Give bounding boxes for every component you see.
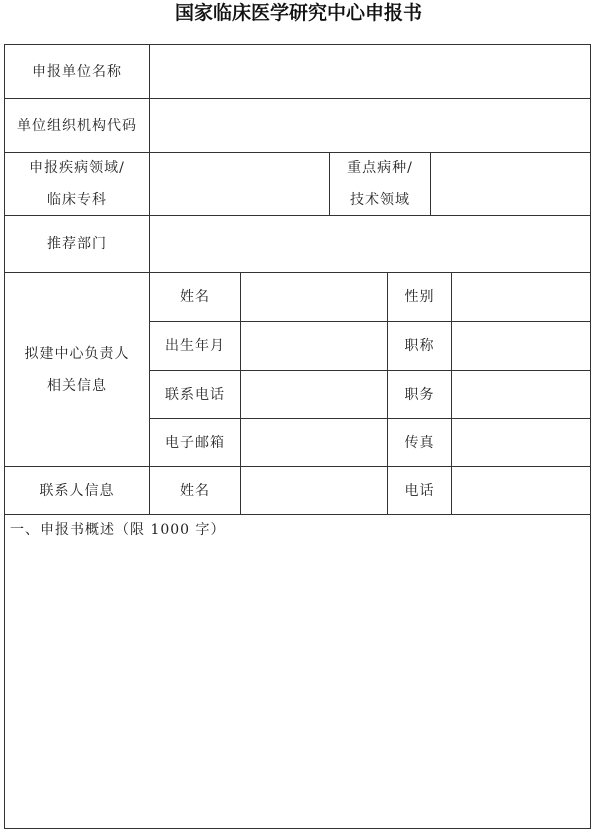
contact-phone-field[interactable] (452, 467, 590, 514)
head-gender-label: 性别 (404, 289, 435, 305)
contact-info-label: 联系人信息 (39, 482, 115, 499)
applicant-unit-field[interactable] (150, 45, 590, 98)
contact-name-label: 姓名 (180, 482, 210, 499)
disease-field-field[interactable] (150, 153, 329, 215)
key-disease-field[interactable] (431, 153, 590, 215)
head-gender-field[interactable] (452, 273, 590, 321)
head-position-field[interactable] (452, 371, 590, 418)
head-title-label: 职称 (404, 338, 435, 354)
head-phone-label: 联系电话 (165, 386, 225, 403)
head-email-field[interactable] (241, 419, 387, 466)
head-name-label: 姓名 (180, 289, 210, 305)
contact-name-field[interactable] (241, 467, 387, 514)
disease-field-label: 申报疾病领域/ 临床专科 (29, 160, 125, 208)
head-fax-field[interactable] (452, 419, 590, 466)
org-code-field[interactable] (150, 99, 590, 152)
org-code-label: 单位组织机构代码 (17, 117, 137, 134)
overview-heading: 一、申报书概述（限 1000 字） (10, 522, 226, 538)
head-position-label: 职务 (404, 386, 435, 403)
head-birth-label: 出生年月 (165, 338, 225, 354)
contact-phone-label: 电话 (404, 482, 435, 499)
head-title-field[interactable] (452, 322, 590, 370)
form-title: 国家临床医学研究中心申报书 (174, 2, 422, 24)
head-email-label: 电子邮箱 (165, 434, 225, 451)
head-phone-field[interactable] (241, 371, 387, 418)
head-fax-label: 传真 (404, 434, 435, 451)
overview-text-area[interactable] (5, 545, 590, 828)
recommending-dept-field[interactable] (150, 216, 590, 272)
head-name-field[interactable] (241, 273, 387, 321)
row-divider (4, 514, 591, 515)
key-disease-label: 重点病种/ 技术领域 (347, 160, 413, 208)
recommending-dept-label: 推荐部门 (47, 236, 107, 252)
head-birth-field[interactable] (241, 322, 387, 370)
applicant-unit-label: 申报单位名称 (32, 63, 122, 80)
center-head-info-label: 拟建中心负责人 相关信息 (24, 345, 130, 394)
